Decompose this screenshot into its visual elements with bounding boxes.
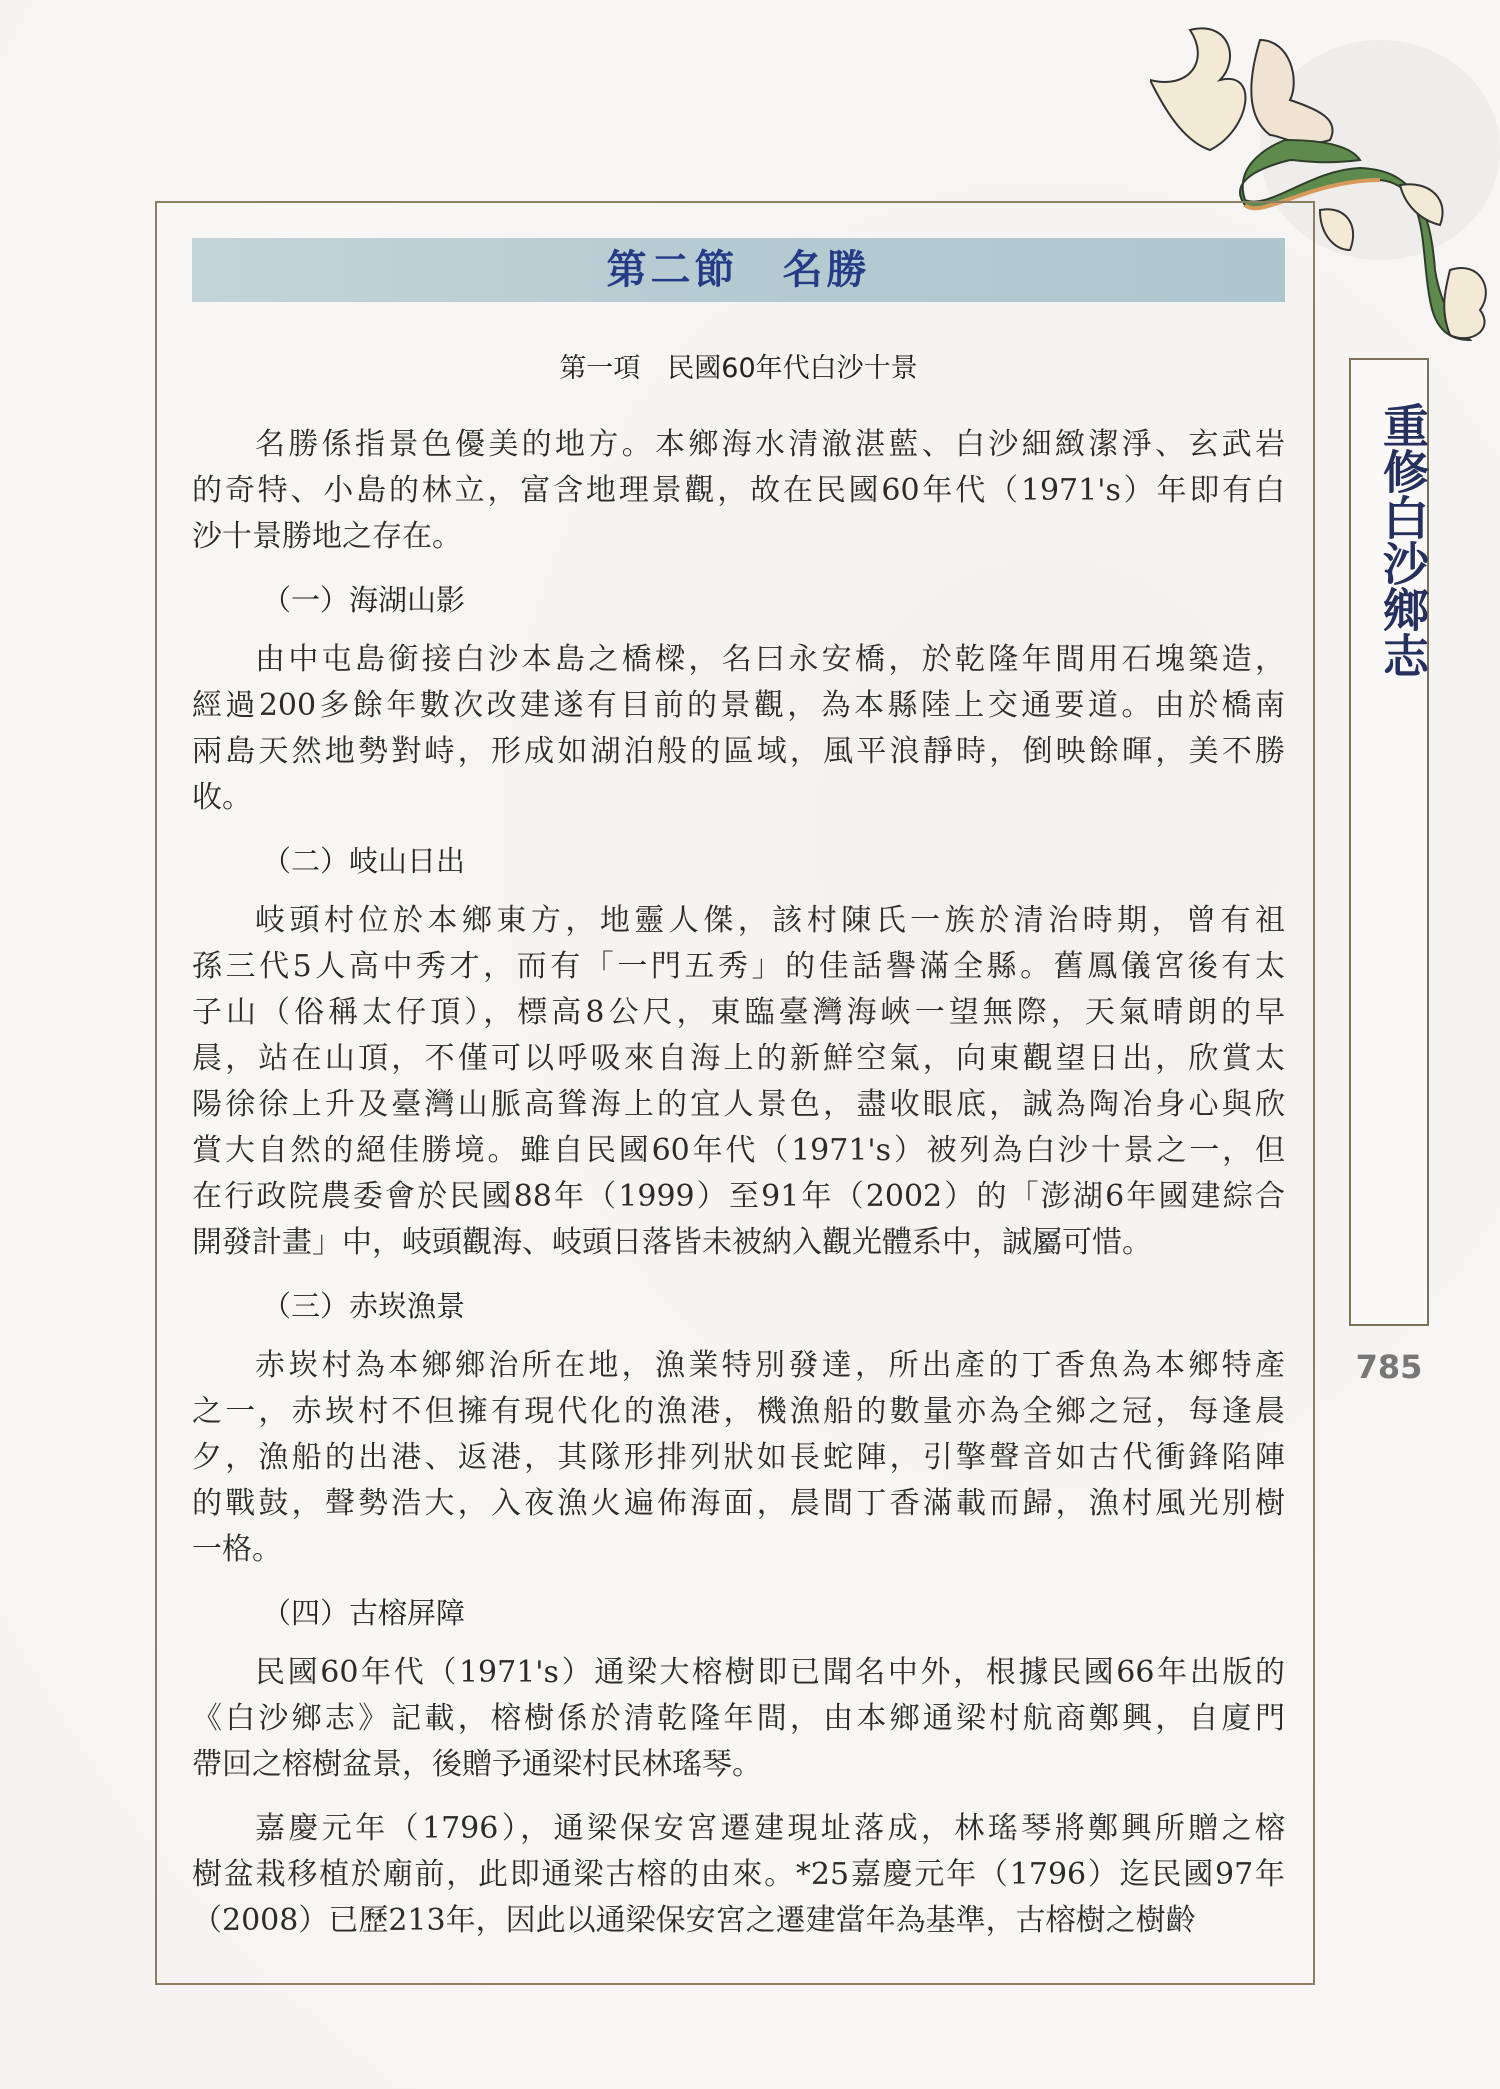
side-tab-title: 重修白沙鄉志 bbox=[1376, 402, 1430, 678]
text-line: 收。 bbox=[192, 780, 252, 815]
text-line: 樹盆栽移植於廟前，此即通梁古榕的由來。*25嘉慶元年（1796）迄民國97年 bbox=[192, 1857, 1285, 1892]
text-line: 由中屯島銜接白沙本島之橋樑，名曰永安橋，於乾隆年間用石塊築造， bbox=[255, 642, 1285, 677]
section-heading: （三）赤崁漁景 bbox=[262, 1289, 466, 1323]
text-line: （2008）已歷213年，因此以通梁保安宮之遷建當年為基準，古榕樹之樹齡 bbox=[192, 1903, 1196, 1938]
subsection-title: 第一項 民國60年代白沙十景 bbox=[559, 353, 918, 384]
text-line: 赤崁村為本鄉鄉治所在地，漁業特別發達，所出產的丁香魚為本鄉特產 bbox=[255, 1348, 1285, 1383]
text-line: 賞大自然的絕佳勝境。雖自民國60年代（1971's）被列為白沙十景之一，但 bbox=[192, 1133, 1285, 1168]
text-line: 一格。 bbox=[192, 1532, 282, 1567]
section-heading: （二）岐山日出 bbox=[262, 844, 466, 878]
text-line: 名勝係指景色優美的地方。本鄉海水清澈湛藍、白沙細緻潔淨、玄武岩 bbox=[255, 427, 1285, 462]
text-line: 之一，赤崁村不但擁有現代化的漁港，機漁船的數量亦為全鄉之冠，每逢晨 bbox=[192, 1394, 1285, 1429]
text-line: 兩島天然地勢對峙，形成如湖泊般的區域，風平浪靜時，倒映餘暉，美不勝 bbox=[192, 734, 1285, 769]
text-line: 的奇特、小島的林立，富含地理景觀，故在民國60年代（1971's）年即有白 bbox=[192, 473, 1285, 508]
text-line: 岐頭村位於本鄉東方，地靈人傑，該村陳氏一族於清治時期，曾有祖 bbox=[255, 903, 1285, 938]
text-line: 沙十景勝地之存在。 bbox=[192, 519, 462, 554]
text-line: 嘉慶元年（1796），通梁保安宮遷建現址落成，林瑤琴將鄭興所贈之榕 bbox=[255, 1811, 1285, 1846]
text-line: 子山（俗稱太仔頂），標高8公尺，東臨臺灣海峽一望無際，天氣晴朗的早 bbox=[192, 995, 1285, 1030]
section-heading: （四）古榕屏障 bbox=[262, 1596, 466, 1630]
section-heading: （一）海湖山影 bbox=[262, 583, 466, 617]
text-line: 夕，漁船的出港、返港，其隊形排列狀如長蛇陣，引擎聲音如古代衝鋒陷陣 bbox=[192, 1440, 1285, 1475]
page-number: 785 bbox=[1355, 1348, 1423, 1386]
text-line: 的戰鼓，聲勢浩大，入夜漁火遍佈海面，晨間丁香滿載而歸，漁村風光別樹 bbox=[192, 1486, 1285, 1521]
section-title: 第二節 名勝 bbox=[606, 246, 871, 293]
text-line: 經過200多餘年數次改建遂有目前的景觀，為本縣陸上交通要道。由於橋南 bbox=[192, 688, 1285, 723]
text-line: 民國60年代（1971's）通梁大榕樹即已聞名中外，根據民國66年出版的 bbox=[255, 1655, 1285, 1690]
text-line: 帶回之榕樹盆景，後贈予通梁村民林瑤琴。 bbox=[192, 1747, 762, 1782]
text-line: 孫三代5人高中秀才，而有「一門五秀」的佳話譽滿全縣。舊鳳儀宮後有太 bbox=[192, 949, 1285, 984]
text-line: 陽徐徐上升及臺灣山脈高聳海上的宜人景色，盡收眼底，誠為陶冶身心與欣 bbox=[192, 1087, 1285, 1122]
text-line: 《白沙鄉志》記載，榕樹係於清乾隆年間，由本鄉通梁村航商鄭興，自廈門 bbox=[192, 1701, 1285, 1736]
text-line: 晨，站在山頂，不僅可以呼吸來自海上的新鮮空氣，向東觀望日出，欣賞太 bbox=[192, 1041, 1285, 1076]
text-line: 開發計畫」中，岐頭觀海、岐頭日落皆未被納入觀光體系中，誠屬可惜。 bbox=[192, 1225, 1152, 1260]
text-line: 在行政院農委會於民國88年（1999）至91年（2002）的「澎湖6年國建綜合 bbox=[192, 1179, 1285, 1214]
